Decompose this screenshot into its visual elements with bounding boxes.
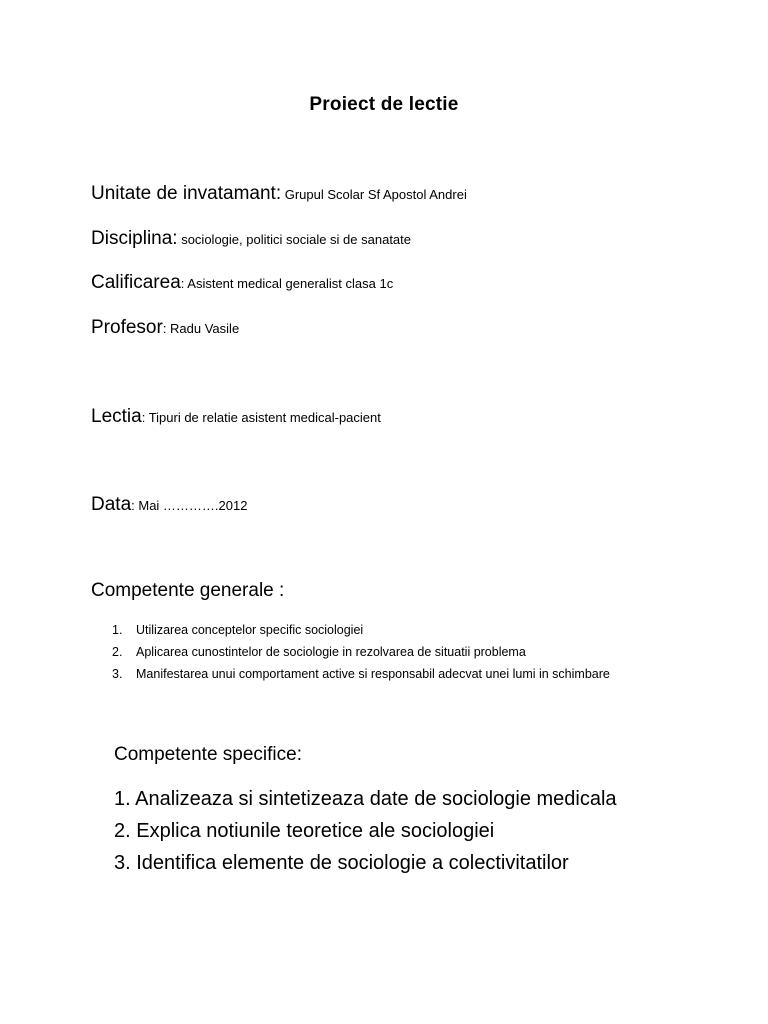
list-item xyxy=(114,788,617,820)
list-item-text: Explica notiunile teoretice ale sociologiei xyxy=(136,820,495,842)
list-item-number: 3. xyxy=(112,667,123,681)
field-unitate-label: Unitate de invatamant: xyxy=(91,183,282,204)
list-item-number: 2. xyxy=(112,645,123,659)
field-calificarea-label: Calificarea xyxy=(91,272,181,293)
list-item-number: 2. xyxy=(114,820,131,842)
list-item-text: Analizeaza si sintetizeaza date de sociologie medicala xyxy=(135,788,617,810)
list-item-text: Identifica elemente de sociologie a colectivitatilor xyxy=(136,852,569,874)
competente-specifice-heading: Competente specifice: xyxy=(114,744,302,765)
field-lectia-label: Lectia xyxy=(91,406,142,427)
field-calificarea-value: : Asistent medical generalist clasa 1c xyxy=(180,276,394,291)
field-profesor-value: : Radu Vasile xyxy=(162,321,240,336)
field-unitate xyxy=(91,183,467,205)
list-item xyxy=(114,852,617,884)
field-lectia-value: : Tipuri de relatie asistent medical-pacient xyxy=(141,410,381,425)
field-lectia xyxy=(91,406,381,428)
field-disciplina xyxy=(91,228,411,250)
field-calificarea xyxy=(91,272,393,294)
list-item-number: 1. xyxy=(112,623,123,637)
field-data xyxy=(91,494,247,516)
list-item-number: 3. xyxy=(114,852,131,874)
list-item xyxy=(114,820,617,852)
competente-specifice-list xyxy=(114,788,617,884)
field-profesor xyxy=(91,317,239,339)
list-item xyxy=(112,667,610,689)
field-unitate-value: Grupul Scolar Sf Apostol Andrei xyxy=(281,187,467,202)
list-item xyxy=(112,623,610,645)
field-profesor-label: Profesor xyxy=(91,317,163,338)
competente-generale-list xyxy=(112,623,610,689)
field-data-value: : Mai ………….2012 xyxy=(131,498,248,513)
field-disciplina-label: Disciplina: xyxy=(91,228,178,249)
list-item-text: Manifestarea unui comportament active si responsabil adecvat unei lumi in schimbare xyxy=(136,667,610,681)
list-item-number: 1. xyxy=(114,788,131,810)
list-item xyxy=(112,645,610,667)
field-disciplina-value: sociologie, politici sociale si de sanatate xyxy=(177,232,412,247)
competente-generale-heading: Competente generale : xyxy=(91,580,285,601)
list-item-text: Aplicarea cunostintelor de sociologie in rezolvarea de situatii problema xyxy=(136,645,526,659)
list-item-text: Utilizarea conceptelor specific sociologiei xyxy=(136,623,364,637)
document-title: Proiect de lectie xyxy=(309,94,459,115)
field-data-label: Data xyxy=(91,494,132,515)
